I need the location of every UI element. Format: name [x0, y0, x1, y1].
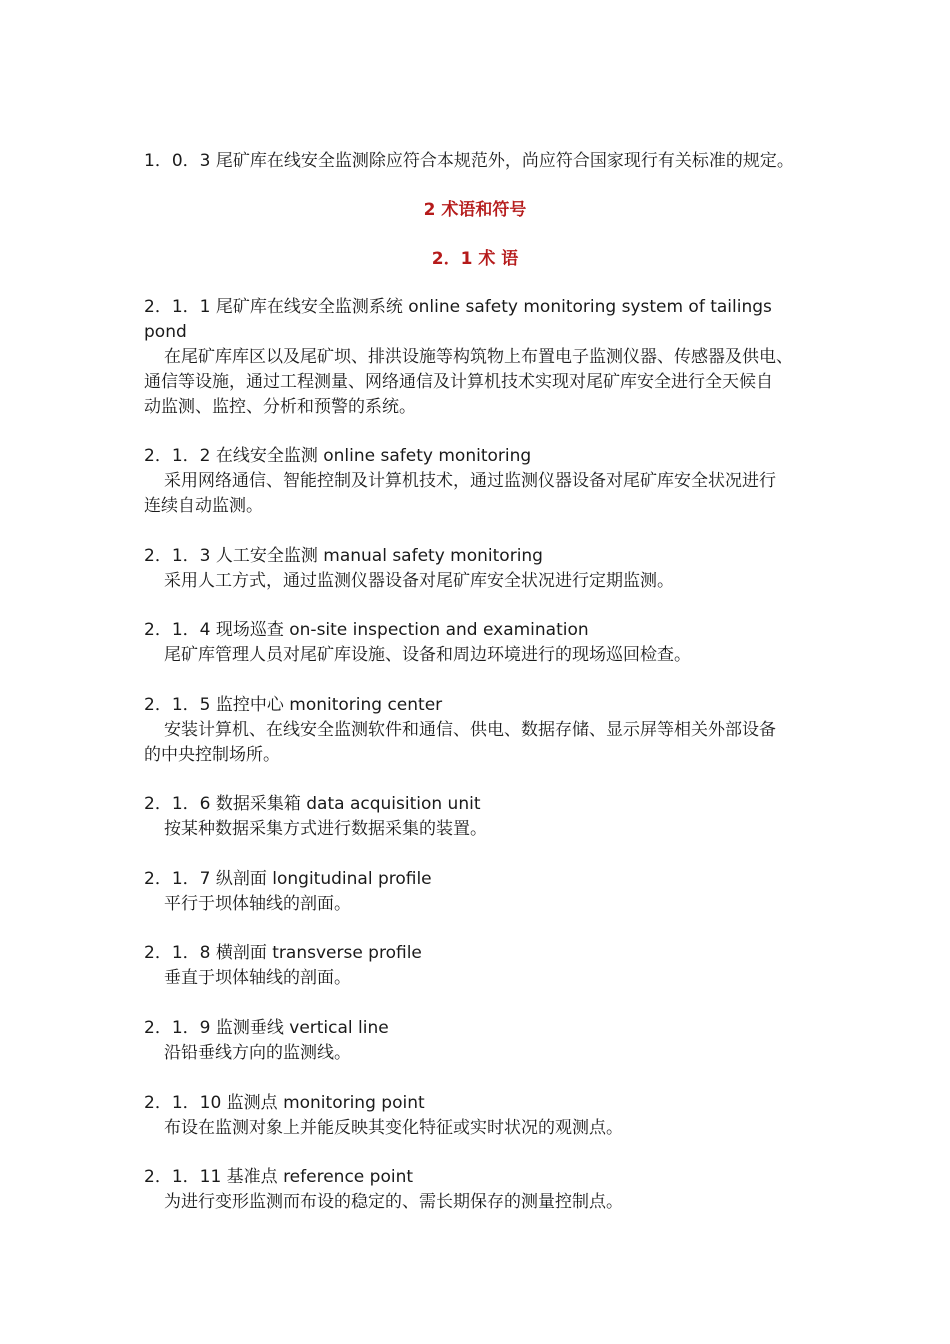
term-definition-continued: 动监测、监控、分析和预警的系统。 — [144, 397, 416, 417]
term-definition: 垂直于坝体轴线的剖面。 — [164, 968, 351, 988]
chapter-heading: 2 术语和符号 — [423, 200, 527, 220]
term-definition: 布设在监测对象上并能反映其变化特征或实时状况的观测点。 — [164, 1118, 623, 1138]
term-definition: 为进行变形监测而布设的稳定的、需长期保存的测量控制点。 — [164, 1192, 623, 1212]
term-definition-continued: 通信等设施，通过工程测量、网络通信及计算机技术实现对尾矿库安全进行全天候自 — [144, 372, 773, 392]
term-title: 2．1．4 现场巡查 on-site inspection and examination — [144, 620, 589, 640]
term-definition: 采用人工方式，通过监测仪器设备对尾矿库安全状况进行定期监测。 — [164, 571, 674, 591]
term-title: 2．1．7 纵剖面 longitudinal profile — [144, 869, 432, 889]
term-definition: 尾矿库管理人员对尾矿库设施、设备和周边环境进行的现场巡回检查。 — [164, 645, 691, 665]
term-definition: 按某种数据采集方式进行数据采集的装置。 — [164, 819, 487, 839]
term-title: 2．1．3 人工安全监测 manual safety monitoring — [144, 546, 543, 566]
term-title: 2．1．10 监测点 monitoring point — [144, 1093, 425, 1113]
term-definition: 采用网络通信、智能控制及计算机技术，通过监测仪器设备对尾矿库安全状况进行 — [164, 471, 776, 491]
term-title: 2．1．11 基准点 reference point — [144, 1167, 414, 1187]
term-definition: 平行于坝体轴线的剖面。 — [164, 894, 351, 914]
term-definition-continued: 连续自动监测。 — [144, 496, 263, 516]
term-definition: 安装计算机、在线安全监测软件和通信、供电、数据存储、显示屏等相关外部设备 — [164, 720, 776, 740]
term-definition-continued: 的中央控制场所。 — [144, 745, 280, 765]
term-title-continued: pond — [144, 322, 187, 342]
term-definition: 沿铅垂线方向的监测线。 — [164, 1043, 351, 1063]
term-title: 2．1．9 监测垂线 vertical line — [144, 1018, 389, 1038]
section-heading: 2．1 术 语 — [431, 249, 519, 269]
term-title: 2．1．5 监控中心 monitoring center — [144, 695, 443, 715]
term-definition: 在尾矿库库区以及尾矿坝、排洪设施等构筑物上布置电子监测仪器、传感器及供电、 — [164, 347, 793, 367]
term-title: 2．1．1 尾矿库在线安全监测系统 online safety monitoring system of tailings — [144, 297, 772, 317]
term-title: 2．1．8 横剖面 transverse profile — [144, 943, 422, 963]
clause-1-0-3: 1．0．3 尾矿库在线安全监测除应符合本规范外，尚应符合国家现行有关标准的规定。 — [144, 151, 794, 171]
term-title: 2．1．2 在线安全监测 online safety monitoring — [144, 446, 532, 466]
term-title: 2．1．6 数据采集箱 data acquisition unit — [144, 794, 481, 814]
